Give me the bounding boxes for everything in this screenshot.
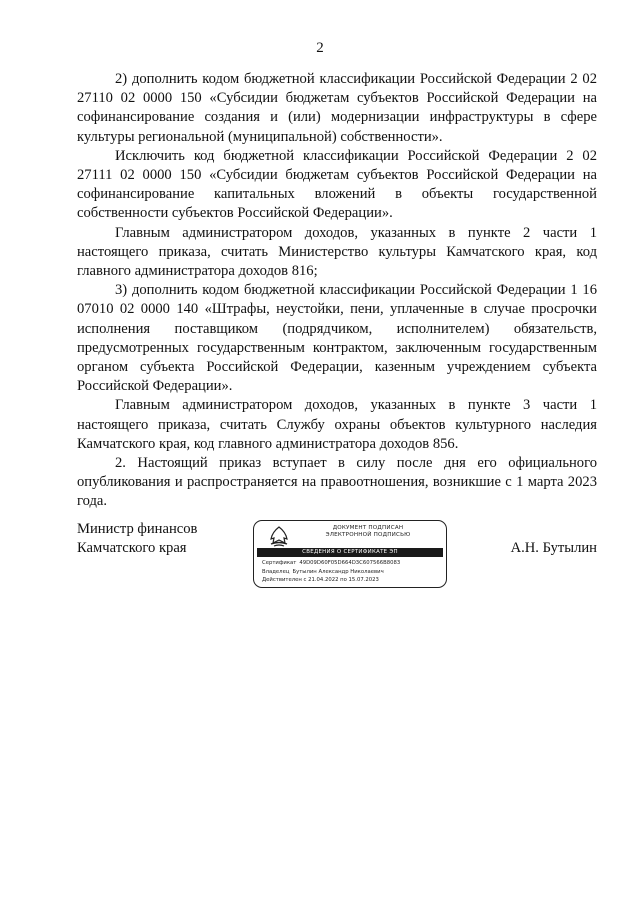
- stamp-certificate-label: Сертификат: [262, 560, 297, 566]
- stamp-heading-line1: ДОКУМЕНТ ПОДПИСАН: [332, 525, 404, 531]
- paragraph-add-code-27110: 2) дополнить кодом бюджетной классификации Российской Федерации 2 02 27110 02 0000 150 «Субсидии бюджетам субъектов Российской Федерации на софинансирование создания и (или) модернизации инфраструктуры в сфере культуры региональной (муниципальной) собственности».: [77, 71, 597, 145]
- stamp-owner-value: Бутылин Александр Николаевич: [292, 568, 384, 575]
- stamp-details: [262, 559, 400, 585]
- paragraph-administrator-856: Главным администратором доходов, указанных в пункте 3 части 1 настоящего приказа, считать Службу охраны объектов культурного наследия Камчатского края, код главного администратора доходов 856.: [77, 397, 597, 452]
- signer-title: [77, 520, 197, 558]
- document-body: [77, 70, 597, 512]
- paragraph-effective-date: 2. Настоящий приказ вступает в силу после дня его официального опубликования и распространяется на правоотношения, возникшие с 1 марта 2023 года.: [77, 455, 597, 510]
- signer-name: А.Н. Бутылин: [510, 540, 597, 556]
- stamp-owner-row: [262, 568, 400, 577]
- stamp-heading: [298, 525, 438, 539]
- signer-title-line2: Камчатского края: [77, 540, 187, 556]
- stamp-owner-label: Владелец: [262, 568, 290, 575]
- electronic-signature-stamp: [253, 520, 447, 588]
- stamp-validity: Действителен с 21.04.2022 по 15.07.2023: [262, 577, 379, 584]
- paragraph-exclude-code-27111: Исключить код бюджетной классификации Российской Федерации 2 02 27111 02 0000 150 «Субсидии бюджетам субъектов Российской Федерации на софинансирование капитальных вложений в объекты государственной собственности субъектов Российской Федерации».: [77, 147, 597, 222]
- stamp-heading-line2: ЭЛЕКТРОННОЙ ПОДПИСЬЮ: [325, 532, 411, 538]
- signature-block: [0, 520, 640, 620]
- page-number: 2: [316, 40, 324, 56]
- stamp-certificate-bar: СВЕДЕНИЯ О СЕРТИФИКАТЕ ЭП: [257, 548, 443, 557]
- paragraph-add-code-07010: 3) дополнить кодом бюджетной классификации Российской Федерации 1 16 07010 02 0000 140 «Штрафы, неустойки, пени, уплаченные в случае просрочки исполнения поставщиком (подрядчиком, исполнителем) обязательств, предусмотренных государственным контрактом, заключенным государственным органом субъекта Российской Федерации, казенным учреждением субъекта Российской Федерации».: [77, 282, 597, 395]
- stamp-certificate-value: 49D09D60F05D664D3C607566B8083: [299, 560, 401, 566]
- stamp-certificate-row: [262, 559, 400, 568]
- signer-title-line1: Министр финансов: [77, 521, 198, 537]
- paragraph-administrator-816: Главным администратором доходов, указанных в пункте 2 части 1 настоящего приказа, считать Министерство культуры Камчатского края, код главного администратора доходов 816;: [77, 224, 597, 280]
- coat-of-arms-icon: [268, 525, 290, 547]
